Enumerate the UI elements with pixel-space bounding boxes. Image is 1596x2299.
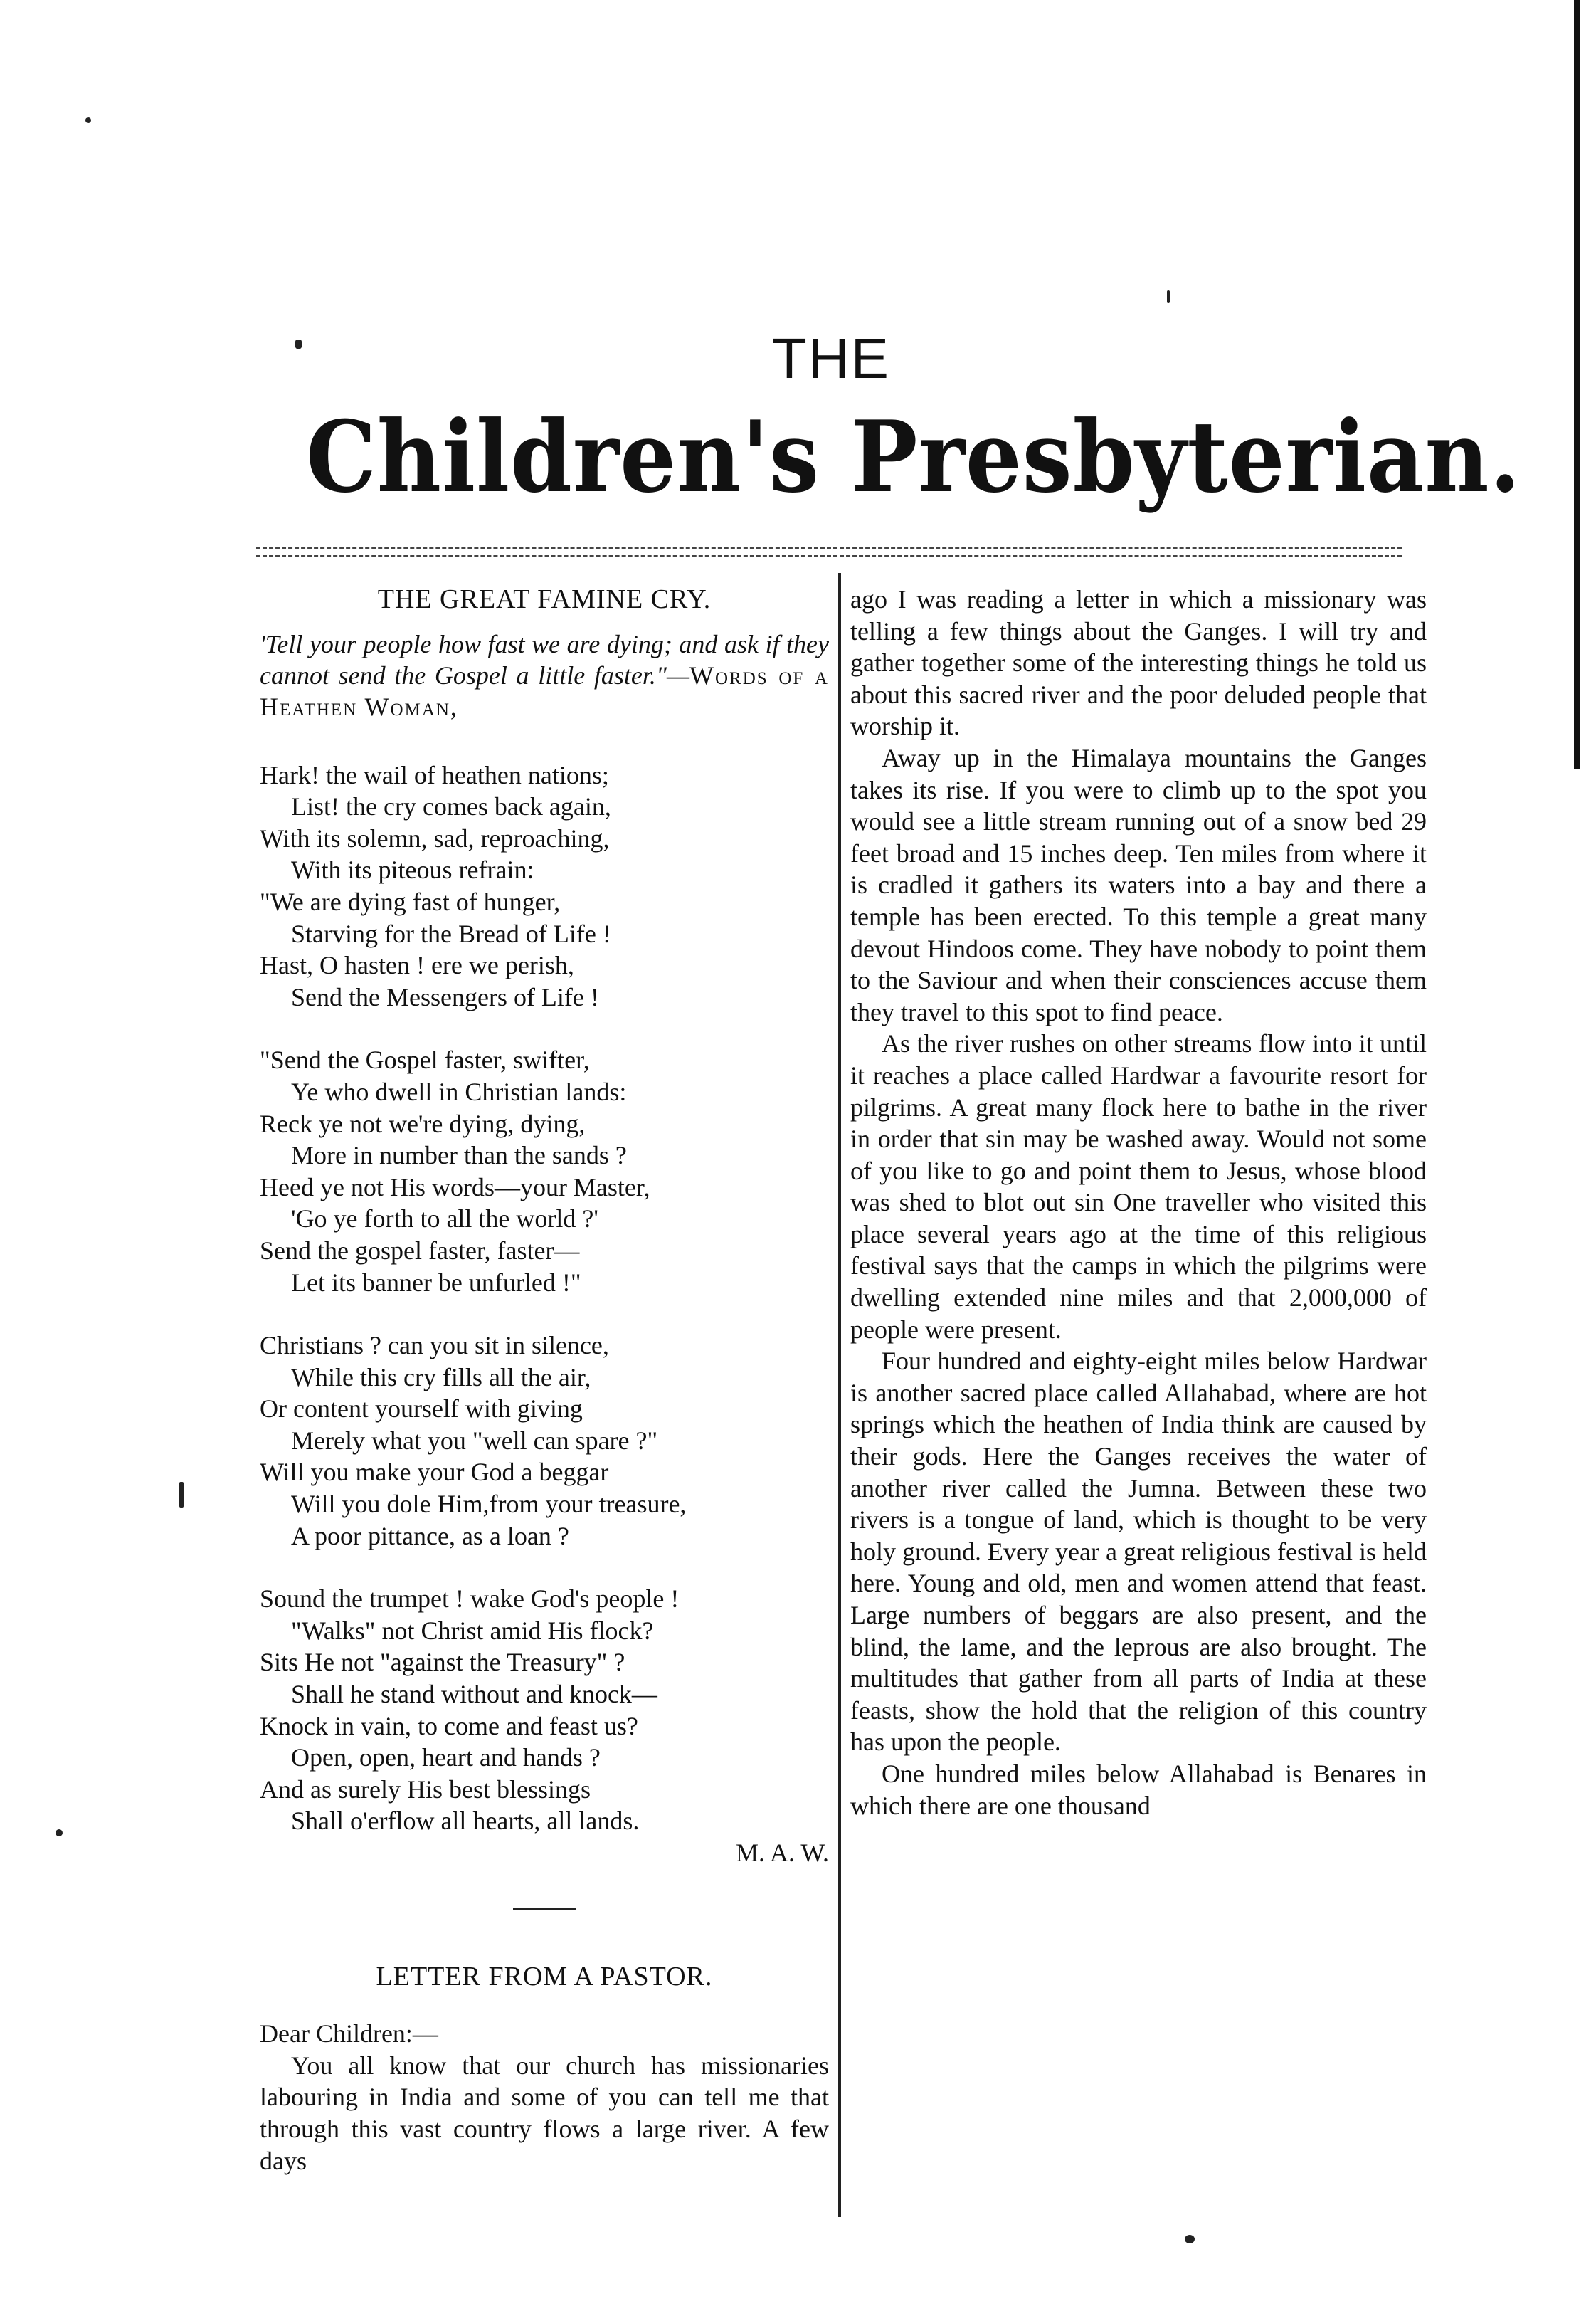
poem-line: While this cry fills all the air, bbox=[291, 1362, 591, 1392]
poem-line: A poor pittance, as a loan ? bbox=[291, 1521, 569, 1550]
poem-line: With its piteous refrain: bbox=[291, 856, 534, 885]
margin-rule bbox=[1574, 0, 1580, 769]
poem-line: Sits He not "against the Treasury" ? bbox=[260, 1648, 625, 1677]
poem-line: Christians ? can you sit in silence, bbox=[260, 1331, 609, 1360]
masthead-rule-top bbox=[256, 547, 1402, 549]
speck bbox=[85, 117, 91, 123]
letter-salutation: Dear Children:— bbox=[260, 2019, 438, 2048]
speck bbox=[56, 1829, 63, 1836]
letter-heading: LETTER FROM A PASTOR. bbox=[376, 1961, 713, 1992]
letter-paragraph: One hundred miles below Allahabad is Benares in which there are one thousand bbox=[850, 1759, 1427, 1820]
poem-line: Starving for the Bread of Life ! bbox=[291, 919, 611, 948]
poem-line: Open, open, heart and hands ? bbox=[291, 1743, 601, 1772]
letter-paragraph: You all know that our church has missionaries labouring in India and some of you can tell me that through this vast country flows a large river. A few days bbox=[260, 2051, 829, 2175]
poem-line: "We are dying fast of hunger, bbox=[260, 887, 561, 916]
poem-line: Hast, O hasten ! ere we perish, bbox=[260, 951, 574, 980]
masthead-the: THE bbox=[772, 327, 890, 390]
poem-line: Will you dole Him,from your treasure, bbox=[291, 1490, 687, 1519]
poem-line: Shall he stand without and knock— bbox=[291, 1680, 657, 1709]
poem-heading: THE GREAT FAMINE CRY. bbox=[377, 584, 712, 614]
poem-epigraph bbox=[260, 628, 829, 722]
poem-line: Or content yourself with giving bbox=[260, 1394, 583, 1424]
poem-signature: M. A. W. bbox=[735, 1838, 829, 1867]
poem-stanza bbox=[260, 1044, 829, 1298]
poem-line: List! the cry comes back again, bbox=[291, 792, 611, 821]
letter-paragraph: Four hundred and eighty-eight miles below Hardwar is another sacred place called Allahabad, where are hot springs which the heathen of India think are caused by their gods. Here the Ganges receives the water of another river called the Jumna. Between these two rivers is a tongue of land, which is thought to be very holy ground. Every year a great religious festival is held here. Young and old, men and women attend that feast. Large numbers of beggars are also present, and the blind, the lame, and the leprous are also brought. The multitudes that gather from all parts of India at these feasts, show the hold that the religion of this country has upon the people. bbox=[850, 1347, 1427, 1757]
poem-line: Merely what you "well can spare ?" bbox=[291, 1426, 658, 1455]
epigraph-text: 'Tell your people how fast we are dying; and ask if they cannot send the Gospel a little faster."— bbox=[260, 629, 829, 690]
poem-line: Let its banner be unfurled !" bbox=[291, 1268, 581, 1297]
poem-line: And as surely His best blessings bbox=[260, 1774, 591, 1804]
poem-line: Reck ye not we're dying, dying, bbox=[260, 1109, 586, 1138]
right-column bbox=[850, 584, 1427, 1821]
left-column bbox=[260, 584, 829, 2177]
column-divider bbox=[838, 573, 841, 2217]
poem-stanza bbox=[260, 1330, 829, 1552]
letter-paragraph: Away up in the Himalaya mountains the Ganges takes its rise. If you were to climb up to the spot you would see a little stream running out of a snow bed 29 feet broad and 15 inches deep. Ten miles from where it is cradled it gathers its waters into a bay and there a temple has been erected. To this temple a great many devout Hindoos come. They have nobody to point them to the Saviour and when their consciences accuse them they travel to this spot to find peace. bbox=[850, 743, 1427, 1026]
poem-line: Hark! the wail of heathen nations; bbox=[260, 760, 609, 789]
poem-line: Shall o'erflow all hearts, all lands. bbox=[291, 1806, 640, 1836]
poem-stanza bbox=[260, 1583, 829, 1837]
poem-line: With its solemn, sad, reproaching, bbox=[260, 824, 610, 853]
poem-line: Ye who dwell in Christian lands: bbox=[291, 1077, 627, 1106]
poem-stanza bbox=[260, 759, 829, 1014]
speck bbox=[179, 1482, 184, 1508]
letter-paragraph: As the river rushes on other streams flow into it until it reaches a place called Hardwar a favourite resort for pilgrims. A great many flock here to bathe in the river in order that sin may be washed away. Would not some of you like to go and point them to Jesus, whose blood was shed to blot out sin One traveller who visited this place several years ago at the time of this religious festival says that the camps in which the pilgrims were dwelling extended nine miles and that 2,000,000 of people were present. bbox=[850, 1029, 1427, 1344]
masthead-title: Children's Presbyterian. bbox=[306, 399, 1521, 515]
epigraph-source: Words of a Heathen Woman, bbox=[260, 661, 829, 721]
speck bbox=[1167, 290, 1170, 303]
poem-line: Sound the trumpet ! wake God's people ! bbox=[260, 1584, 680, 1614]
section-divider bbox=[513, 1908, 576, 1910]
letter-paragraph: ago I was reading a letter in which a missionary was telling a few things about the Ganges. I will try and gather together some of the interesting things he told us about this sacred river and the poor deluded people that worship it. bbox=[850, 585, 1427, 741]
poem-line: Knock in vain, to come and feast us? bbox=[260, 1711, 638, 1740]
poem-line: Send the Messengers of Life ! bbox=[291, 982, 599, 1011]
speck bbox=[295, 340, 302, 349]
poem-line: "Walks" not Christ amid His flock? bbox=[291, 1616, 654, 1645]
masthead-rule-bottom bbox=[256, 555, 1402, 557]
poem-line: Send the gospel faster, faster— bbox=[260, 1236, 580, 1265]
poem-line: Heed ye not His words—your Master, bbox=[260, 1172, 650, 1201]
speck bbox=[1185, 2235, 1195, 2243]
poem-line: "Send the Gospel faster, swifter, bbox=[260, 1046, 590, 1075]
poem-line: More in number than the sands ? bbox=[291, 1141, 627, 1170]
poem-line: 'Go ye forth to all the world ?' bbox=[291, 1204, 598, 1233]
poem-line: Will you make your God a beggar bbox=[260, 1458, 609, 1487]
